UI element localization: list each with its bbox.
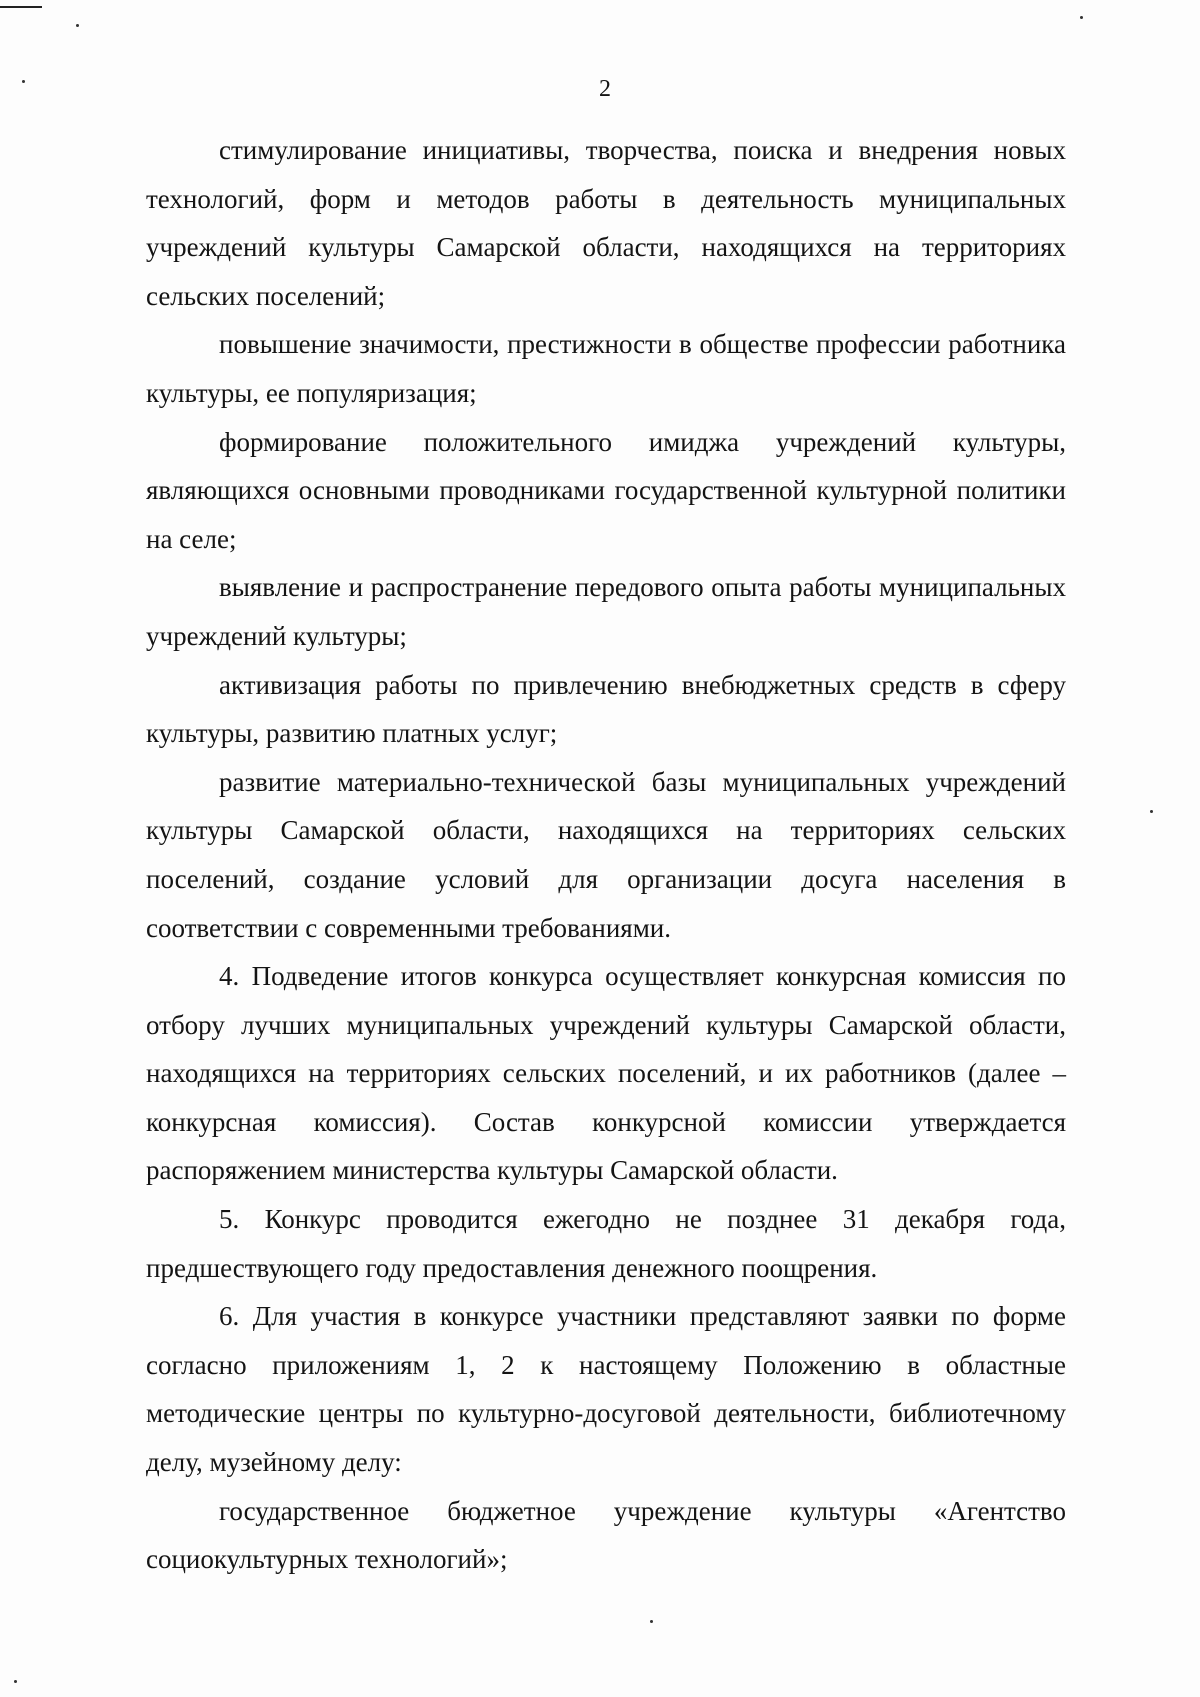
scan-speck <box>1150 810 1153 813</box>
paragraph: активизация работы по привлечению внебюджетных средств в сферу культуры, развитию платных услуг; <box>146 669 1066 749</box>
scan-edge-mark <box>0 6 42 8</box>
scan-speck <box>650 1620 653 1623</box>
scan-speck <box>76 24 79 27</box>
paragraph: повышение значимости, престижности в обществе профессии работника культуры, ее популяризация; <box>146 329 1066 408</box>
paragraph: государственное бюджетное учреждение культуры «Агентство социокультурных технологий»; <box>146 1495 1066 1575</box>
scan-speck <box>1080 16 1083 19</box>
scan-speck <box>14 1680 17 1683</box>
paragraph: 6. Для участия в конкурсе участники представляют заявки по форме согласно приложениям 1, 2 к настоящему Положению в областные методические центры по культурно-досуговой деятельности, библиотечному делу, музейному делу: <box>146 1301 1066 1478</box>
paragraph: развитие материально-технической базы муниципальных учреждений культуры Самарской области, находящихся на территориях сельских поселений, создание условий для организации досуга населения в соответствии с современными требованиями. <box>146 766 1066 943</box>
paragraph: стимулирование инициативы, творчества, поиска и внедрения новых технологий, форм и методов работы в деятельность муниципальных учреждений культуры Самарской области, находящихся на территориях сельских поселений; <box>146 135 1066 311</box>
paragraph: 4. Подведение итогов конкурса осуществляет конкурсная комиссия по отбору лучших муниципальных учреждений культуры Самарской области, находящихся на территориях сельских поселений, и их работников (далее – конкурсная комиссия). Состав конкурсной комиссии утверждается распоряжением министерства культуры Самарской области. <box>146 961 1066 1186</box>
paragraph: выявление и распространение передового опыта работы муниципальных учреждений культуры; <box>146 572 1066 651</box>
page-number: 2 <box>599 76 611 102</box>
paragraph: формирование положительного имиджа учреждений культуры, являющихся основными проводниками государственной культурной политики на селе; <box>146 426 1066 554</box>
paragraph: 5. Конкурс проводится ежегодно не позднее 31 декабря года, предшествующего году предоставления денежного поощрения. <box>146 1204 1066 1283</box>
document-body <box>146 126 1066 1584</box>
